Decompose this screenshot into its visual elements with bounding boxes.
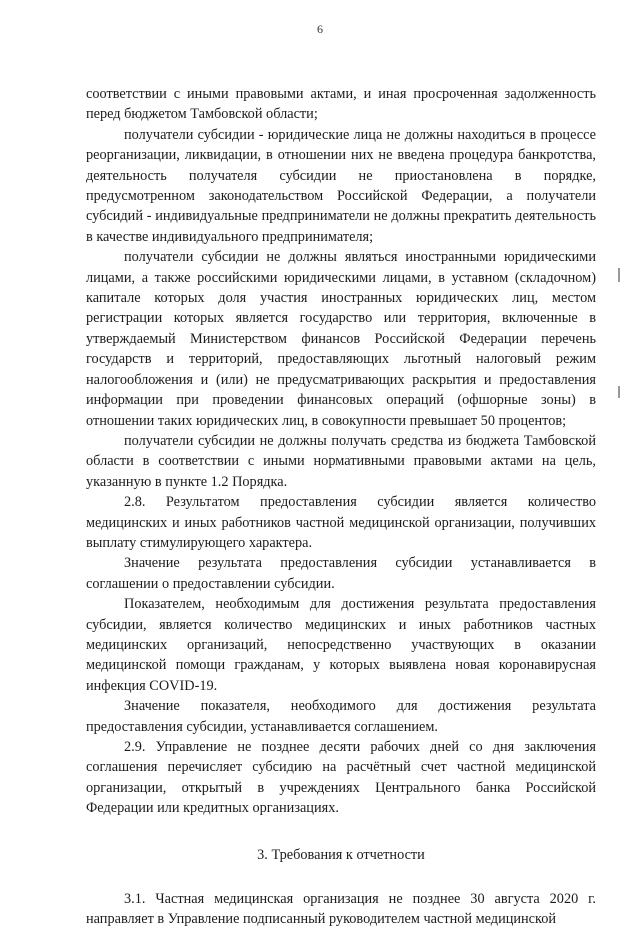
document-body bbox=[86, 84, 596, 930]
scan-margin-mark bbox=[618, 386, 620, 398]
section-heading: 3. Требования к отчетности bbox=[257, 846, 425, 863]
page-number: 6 bbox=[317, 22, 323, 36]
paragraph-2-8-result: 2.8. Результатом предоставления субсидии является количество медицинских и иных работников частной медицинской организации, получивших выплату стимулирующего характера. bbox=[86, 494, 596, 551]
paragraph-continuation: соответствии с иными правовыми актами, и иная просроченная задолженность перед бюджетом Тамбовской области; bbox=[86, 86, 596, 123]
paragraph-result-value: Значение результата предоставления субсидии устанавливается в соглашении о предоставлении субсидии. bbox=[86, 555, 596, 592]
paragraph-2-9-transfer: 2.9. Управление не позднее десяти рабочих дней со дня заключения соглашения перечисляет субсидию на расчётный счет частной медицинской организации, открытый в учреждениях Центрального банка Российской Федерации или кредитных организациях. bbox=[86, 739, 596, 817]
scan-margin-mark bbox=[618, 268, 620, 282]
paragraph-indicator: Показателем, необходимым для достижения результата предоставления субсидии, является количество медицинских и иных работников частных медицинских организаций, непосредственно участвующих в оказании медицинской помощи гражданам, у которых выявлена новая коронавирусная инфекция COVID-19. bbox=[86, 596, 596, 694]
paragraph-3-1-reporting: 3.1. Частная медицинская организация не позднее 30 августа 2020 г. направляет в Управление подписанный руководителем частной медицинской bbox=[86, 891, 596, 928]
paragraph-reorganization: получатели субсидии - юридические лица не должны находиться в процессе реорганизации, ликвидации, в отношении них не введена процедура банкротства, деятельность получателя субсидии не приостановлена в порядке, предусмотренном законодательством Российской Федерации, а получатели субсидий - индивидуальные предприниматели не должны прекратить деятельность в качестве индивидуального предпринимателя; bbox=[86, 126, 596, 245]
paragraph-foreign-entities: получатели субсидии не должны являться иностранными юридическими лицами, а также российскими юридическими лицами, в уставном (складочном) капитале которых доля участия иностранных юридических лиц, местом регистрации которых является государство или территория, включенные в утверждаемый Министерством финансов Российской Федерации перечень государств и территорий, предоставляющих льготный налоговый режим налогообложения и (или) не предусматривающих раскрытия и предоставления информации при проведении финансовых операций (офшорные зоны) в отношении таких юридических лиц, в совокупности превышает 50 процентов; bbox=[86, 249, 596, 429]
paragraph-budget-funds: получатели субсидии не должны получать средства из бюджета Тамбовской области в соответствии с иными нормативными правовыми актами на цель, указанную в пункте 1.2 Порядка. bbox=[86, 432, 596, 490]
paragraph-indicator-value: Значение показателя, необходимого для достижения результата предоставления субсидии, устанавливается соглашением. bbox=[86, 698, 596, 735]
